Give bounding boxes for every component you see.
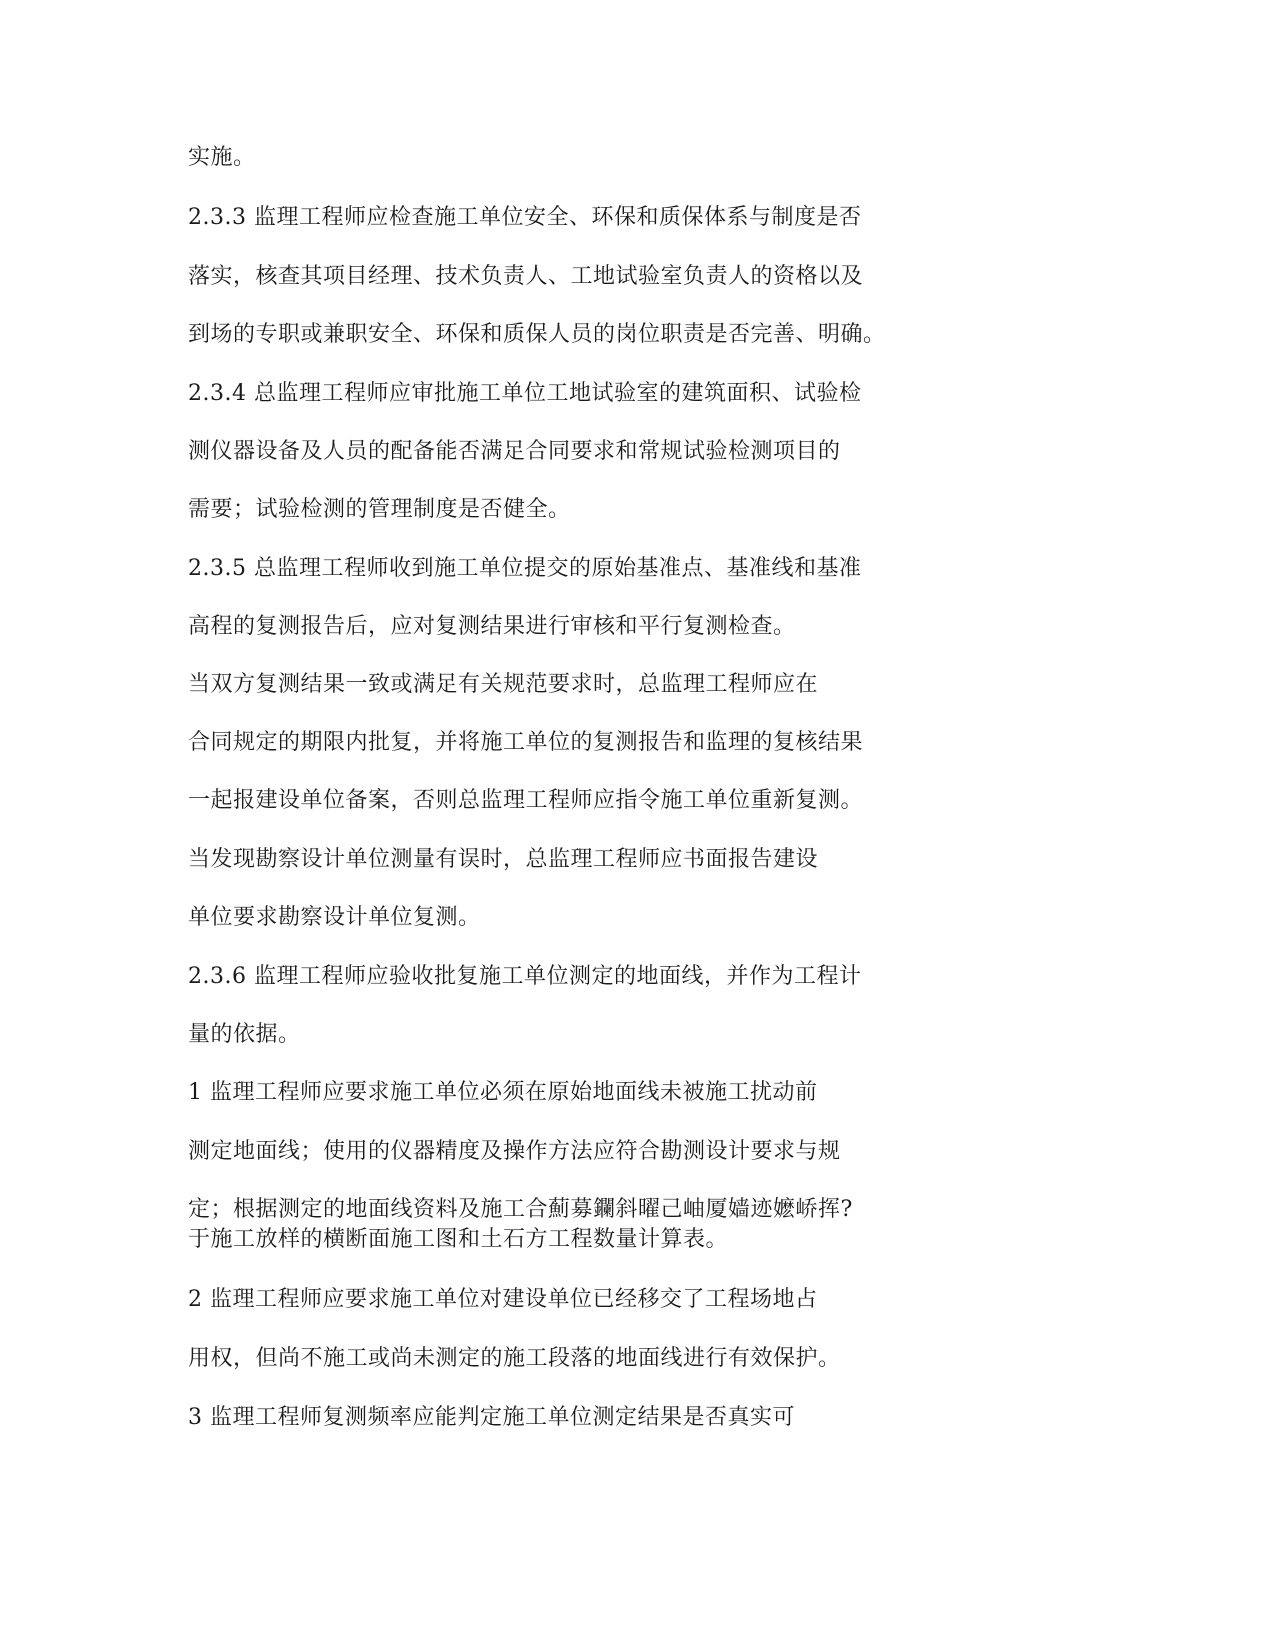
text-line: 实施。	[188, 145, 256, 170]
text-line: 于施工放样的横断面施工图和土石方工程数量计算表。	[188, 1227, 729, 1252]
text-line: 一起报建设单位备案，否则总监理工程师应指令施工单位重新复测。	[188, 788, 864, 813]
text-line: 高程的复测报告后，应对复测结果进行审核和平行复测检查。	[188, 614, 796, 639]
text-line: 2.3.4 总监理工程师应审批施工单位工地试验室的建筑面积、试验检	[188, 381, 862, 406]
text-line: 用权，但尚不施工或尚未测定的施工段落的地面线进行有效保护。	[188, 1346, 841, 1371]
text-line: 需要；试验检测的管理制度是否健全。	[188, 497, 571, 522]
text-line: 当发现勘察设计单位测量有误时，总监理工程师应书面报告建设	[188, 847, 819, 872]
text-line: 落实，核查其项目经理、技术负责人、工地试验室负责人的资格以及	[188, 264, 864, 289]
text-line: 合同规定的期限内批复，并将施工单位的复测报告和监理的复核结果	[188, 730, 864, 755]
text-line: 2.3.6 监理工程师应验收批复施工单位测定的地面线，并作为工程计	[188, 964, 862, 989]
text-line: 1 监理工程师应要求施工单位必须在原始地面线未被施工扰动前	[188, 1080, 818, 1105]
text-line: 3 监理工程师复测频率应能判定施工单位测定结果是否真实可	[188, 1405, 795, 1430]
text-line: 2 监理工程师应要求施工单位对建设单位已经移交了工程场地占	[188, 1287, 818, 1312]
text-line: 当双方复测结果一致或满足有关规范要求时，总监理工程师应在	[188, 672, 819, 697]
text-line: 测定地面线；使用的仪器精度及操作方法应符合勘测设计要求与规	[188, 1139, 841, 1164]
text-line: 2.3.3 监理工程师应检查施工单位安全、环保和质保体系与制度是否	[188, 205, 862, 230]
text-line: 测仪器设备及人员的配备能否满足合同要求和常规试验检测项目的	[188, 439, 841, 464]
text-line: 单位要求勘察设计单位复测。	[188, 905, 481, 930]
text-line: 量的依据。	[188, 1022, 301, 1047]
text-line: 定；根据测定的地面线资料及施工合薊募鑭斜曜己岫厦嫱迹嬷峤挥?	[188, 1197, 853, 1222]
text-line: 到场的专职或兼职安全、环保和质保人员的岗位职责是否完善、明确。	[188, 322, 886, 347]
text-line: 2.3.5 总监理工程师收到施工单位提交的原始基准点、基准线和基准	[188, 556, 862, 581]
